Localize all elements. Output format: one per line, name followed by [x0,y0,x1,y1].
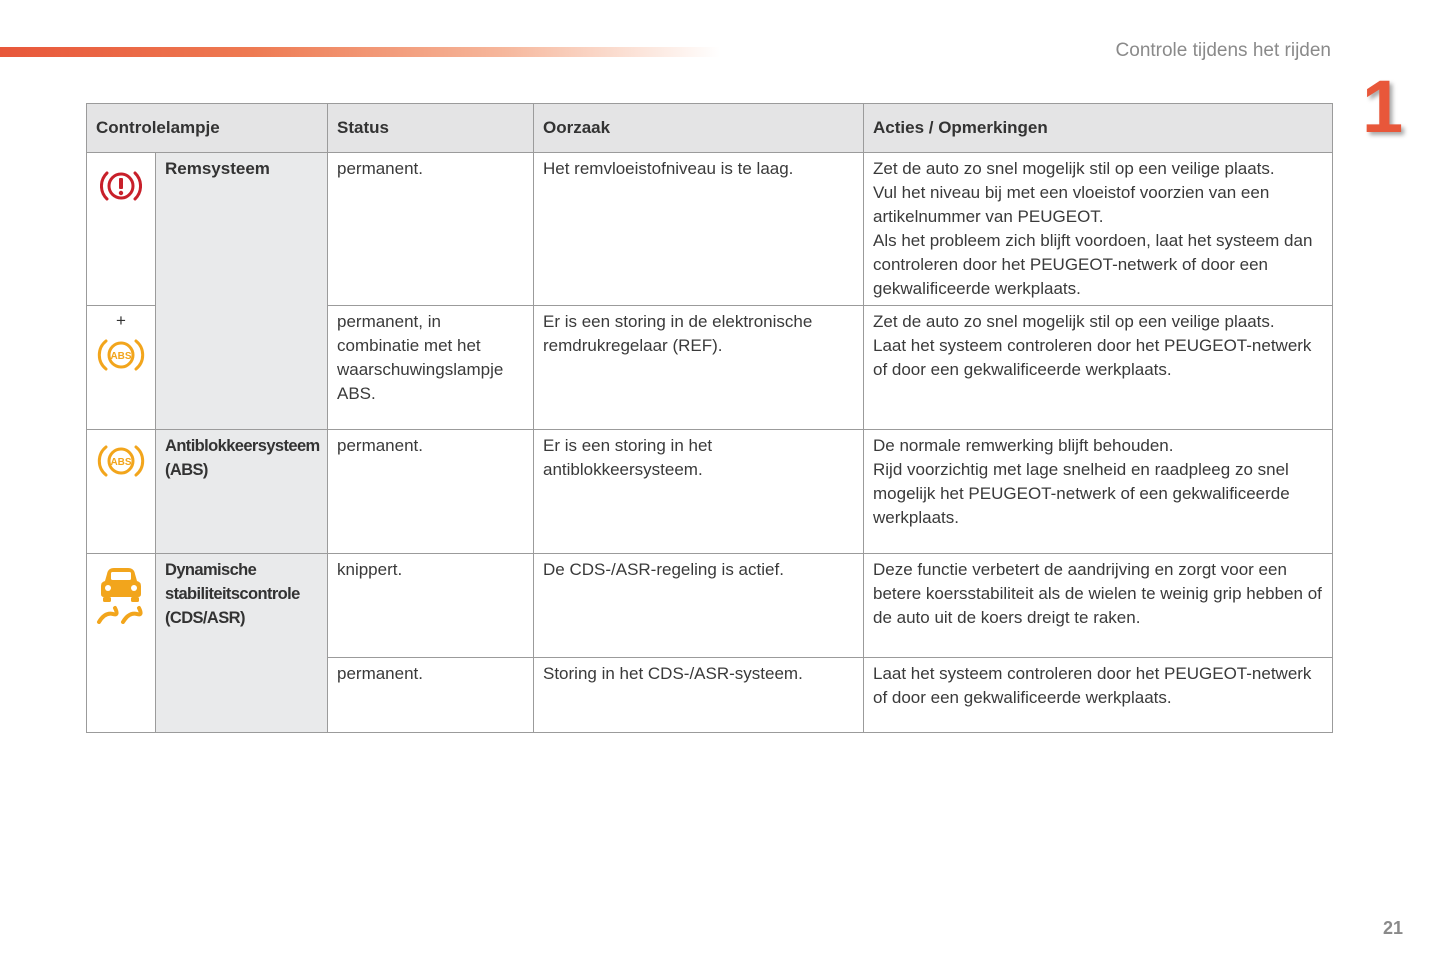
brake-warning-icon [100,165,142,207]
svg-text:ABS: ABS [110,351,132,362]
table-row [87,153,1333,306]
actions-cell: Zet de auto zo snel mogelijk stil op een veilige plaats. Laat het systeem controleren door het PEUGEOT-netwerk of door een gekwalificeerde werkplaats. [864,306,1333,430]
status-cell: permanent. [328,430,534,554]
warning-lights-table [86,103,1333,733]
abs-warning-icon [97,442,145,480]
page-number: 21 [1382,918,1403,938]
cause-cell: Het remvloeistofniveau is te laag. [534,153,864,306]
icon-cell [87,430,156,554]
svg-text:ABS: ABS [110,457,132,468]
table-header-row [87,104,1333,153]
status-cell: knippert. [328,554,534,658]
actions-cell: Deze functie verbetert de aandrijving en zorgt voor een betere koersstabiliteit als de wielen te weinig grip hebben of de auto uit de koers dreigt te raken. [864,554,1333,658]
column-header-warning-light: Controlelampje [87,104,328,153]
column-header-actions: Acties / Opmerkingen [864,104,1333,153]
warning-label-abs: Antiblokkeersysteem (ABS) [156,430,328,554]
icon-cell [87,554,156,733]
cause-cell: Er is een storing in het antiblokkeersysteem. [534,430,864,554]
status-cell: permanent. [328,658,534,733]
actions-cell: Laat het systeem controleren door het PEUGEOT-netwerk of door een gekwalificeerde werkplaats. [864,658,1333,733]
chapter-number: 1 [1362,65,1404,148]
stability-control-icon [95,564,147,624]
icon-cell [87,153,156,306]
warning-label-brake-system: Remsysteem [156,153,328,430]
abs-warning-icon [97,336,145,374]
cause-cell: Er is een storing in de elektronische remdrukregelaar (REF). [534,306,864,430]
section-title: Controle tijdens het rijden [1115,40,1331,61]
cause-cell: De CDS-/ASR-regeling is actief. [534,554,864,658]
column-header-cause: Oorzaak [534,104,864,153]
status-cell: permanent. [328,153,534,306]
status-cell: permanent, in combinatie met het waarschuwingslampje ABS. [328,306,534,430]
actions-cell: De normale remwerking blijft behouden. Rijd voorzichtig met lage snelheid en raadpleeg zo snel mogelijk het PEUGEOT-netwerk of een gekwalificeerde werkplaats. [864,430,1333,554]
table-row [87,430,1333,554]
table-row [87,554,1333,658]
actions-cell: Zet de auto zo snel mogelijk stil op een veilige plaats. Vul het niveau bij met een vloeistof voorzien van een artikelnummer van PEUGEOT. Als het probleem zich blijft voordoen, laat het systeem dan controleren door het PEUGEOT-netwerk of door een gekwalificeerde werkplaats. [864,153,1333,306]
header-accent-bar [0,47,720,57]
warning-label-stability-control: Dynamische stabiliteitscontrole (CDS/ASR) [156,554,328,733]
icon-cell [87,306,156,430]
cause-cell: Storing in het CDS-/ASR-systeem. [534,658,864,733]
combination-plus: + [116,311,126,330]
column-header-status: Status [328,104,534,153]
